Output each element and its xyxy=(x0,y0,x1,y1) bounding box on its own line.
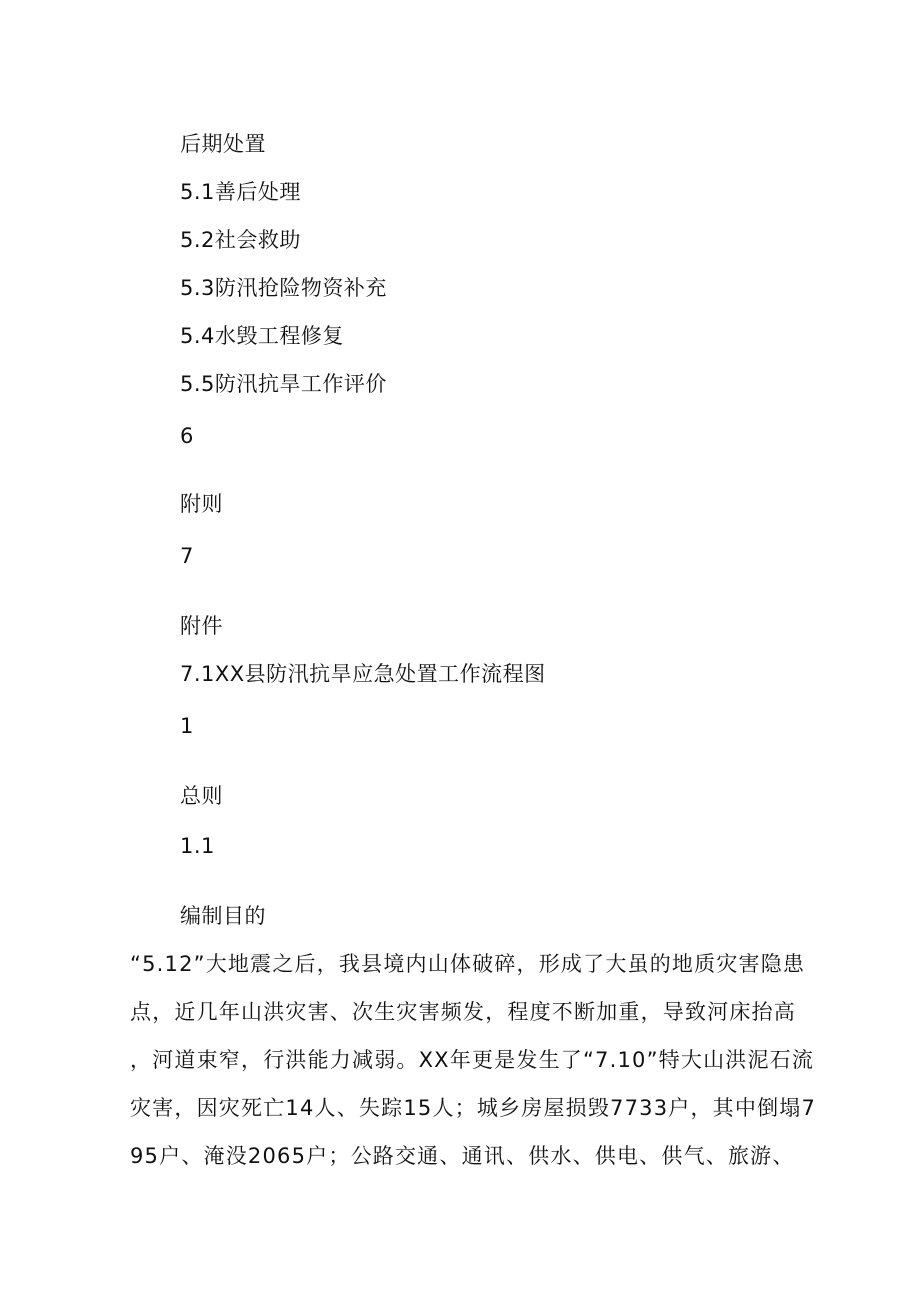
toc-heading-attachments: 附件 xyxy=(180,614,223,638)
toc-item-5-1: 5.1善后处理 xyxy=(180,180,301,204)
toc-heading-supplementary-provisions: 附则 xyxy=(180,492,223,516)
subsection-heading-purpose: 编制目的 xyxy=(180,904,266,928)
toc-item-5-3: 5.3防汛抢险物资补充 xyxy=(180,276,387,300)
toc-section-number-7: 7 xyxy=(180,544,194,568)
toc-section-number-1: 1 xyxy=(180,714,194,738)
section-heading-general-principles: 总则 xyxy=(180,784,223,808)
body-paragraph-line: 95户、淹没2065户；公路交通、通讯、供水、供电、供气、旅游、 xyxy=(130,1144,795,1168)
body-paragraph-line: 灾害，因灾死亡14人、失踪15人；城乡房屋损毁7733户，其中倒塌7 xyxy=(130,1096,817,1120)
toc-item-5-2: 5.2社会救助 xyxy=(180,228,301,252)
body-paragraph-line: ，河道束窄，行洪能力减弱。XX年更是发生了“7.10”特大山洪泥石流 xyxy=(130,1048,815,1072)
toc-item-5-5: 5.5防汛抗旱工作评价 xyxy=(180,372,387,396)
toc-section-number-6: 6 xyxy=(180,424,194,448)
section-number-1-1: 1.1 xyxy=(180,834,215,858)
body-paragraph-line: “5.12”大地震之后，我县境内山体破碎，形成了大虽的地质灾害隐患 xyxy=(130,952,806,976)
toc-item-5-4: 5.4水毁工程修复 xyxy=(180,324,344,348)
toc-heading-post-disposal: 后期处置 xyxy=(180,132,266,156)
toc-item-7-1: 7.1XX县防汛抗旱应急处置工作流程图 xyxy=(180,662,546,686)
body-paragraph-line: 点，近几年山洪灾害、次生灾害频发，程度不断加重，导致河床抬高 xyxy=(130,1000,796,1024)
